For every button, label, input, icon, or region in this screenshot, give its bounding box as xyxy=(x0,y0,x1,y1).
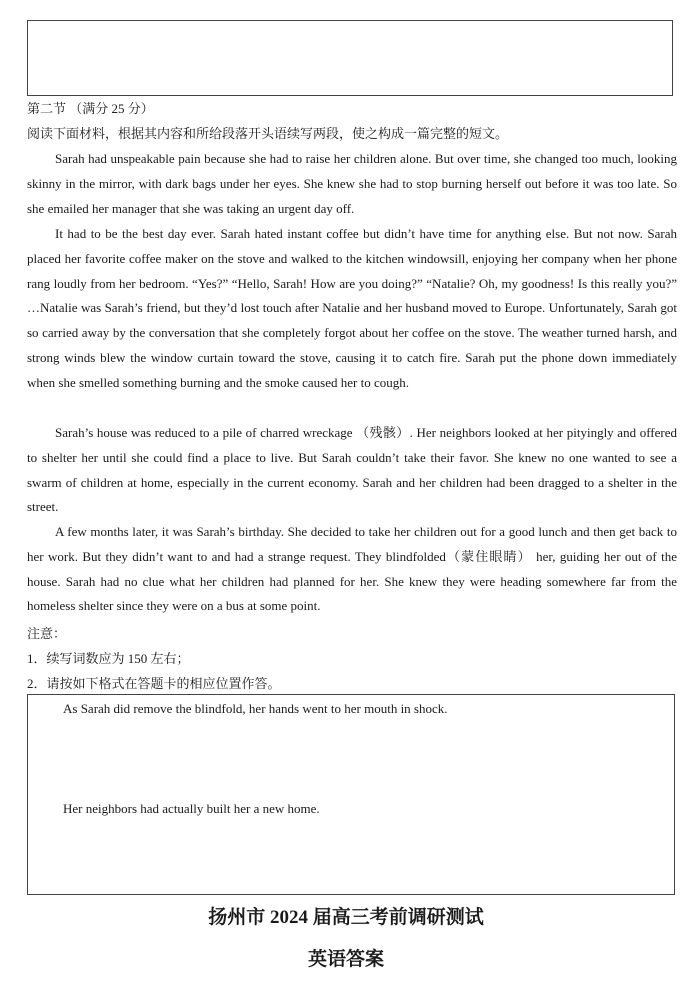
note-item-1: 1．续写词数应为 150 左右； xyxy=(27,651,190,666)
paragraph-starter-2: Her neighbors had actually built her a new home. xyxy=(63,801,320,816)
passage-paragraph-4: A few months later, it was Sarah’s birthday. She decided to take her children out for a good lunch and then get back to her work. But they didn’t want to and had a strange request. They blindfolded（蒙住眼睛） her, guiding her out of the house. Sarah had no clue what her children had planned for her. She knew they were heading somewhere far from the homeless shelter since they were on a bus at some point. xyxy=(27,524,677,614)
previous-answer-box xyxy=(27,20,673,96)
document-title: 扬州市 2024 届高三考前调研测试 xyxy=(208,907,484,928)
passage-paragraph-1: Sarah had unspeakable pain because she had to raise her children alone. But over time, she changed too much, looking skinny in the mirror, with dark bags under her eyes. She knew she had to stop burning herself out before it was too late. So she emailed her manager that she was taking an urgent day off. xyxy=(27,151,677,216)
section-instructions: 阅读下面材料，根据其内容和所给段落开头语续写两段，使之构成一篇完整的短文。 xyxy=(27,126,509,141)
note-item-2: 2．请按如下格式在答题卡的相应位置作答。 xyxy=(27,676,281,691)
answer-format-box xyxy=(27,694,675,895)
passage-paragraph-3: Sarah’s house was reduced to a pile of charred wreckage （残骸）. Her neighbors looked at her pityingly and offered to shelter her until she could find a place to live. But Sarah couldn’t take their favor. She knew no one wanted to see a swarm of children at home, especially in the current economy. Sarah and her children had been dragged to a shelter in the street. xyxy=(27,425,677,515)
section-heading: 第二节 （满分 25 分） xyxy=(27,101,154,116)
passage-paragraph-2: It had to be the best day ever. Sarah hated instant coffee but didn’t have time for anything else. But not now. Sarah placed her favorite coffee maker on the stove and walked to the kitchen windowsill, enjoying her company when her phone rang loudly from her bedroom. “Yes?” “Hello, Sarah! How are you doing?” “Natalie? Oh, my goodness! Is this really you?” …Natalie was Sarah’s friend, but they’d lost touch after Natalie and her husband moved to Europe. Unfortunately, Sarah got so carried away by the conversation that she completely forgot about her coffee on the stove. The weather turned harsh, and strong winds blew the window curtain toward the stove, causing it to catch fire. Sarah put the phone down immediately when she smelled something burning and the smoke caused her to cough. xyxy=(27,226,677,390)
document-subtitle: 英语答案 xyxy=(307,949,384,970)
notes-label: 注意： xyxy=(27,626,67,641)
paragraph-starter-1: As Sarah did remove the blindfold, her hands went to her mouth in shock. xyxy=(63,701,448,716)
